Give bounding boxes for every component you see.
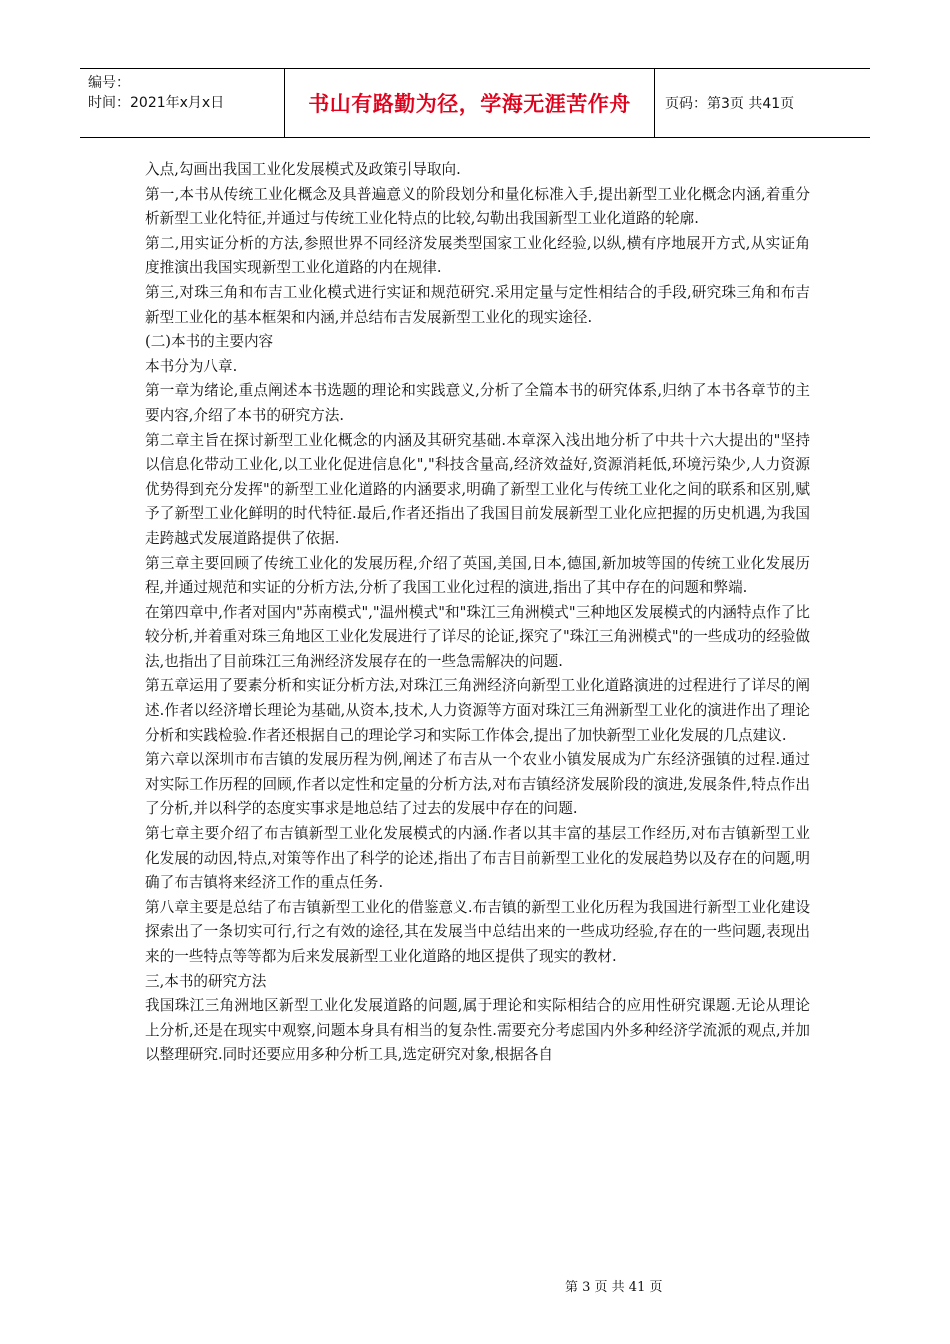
paragraph: 第二,用实证分析的方法,参照世界不同经济发展类型国家工业化经验,以纵,横有序地展开方式,从实证角度推演出我国实现新型工业化道路的内在规律. xyxy=(145,234,810,277)
section-heading: (二)本书的主要内容 xyxy=(145,333,274,351)
paragraph: 本书分为八章. xyxy=(145,357,238,375)
paragraph: 第二章主旨在探讨新型工业化概念的内涵及其研究基础.本章深入浅出地分析了中共十六大提出的"坚持以信息化带动工业化,以工业化促进信息化","科技含量高,经济效益好,资源消耗低,环境污染少,人力资源优势得到充分发挥"的新型工业化道路的内涵要求,明确了新型工业化与传统工业化之间的联系和区别,赋予了新型工业化鲜明的时代特征.最后,作者还指出了我国目前发展新型工业化应把握的历史机遇,为我国走跨越式发展道路提供了依据. xyxy=(145,431,810,547)
page-header xyxy=(80,68,870,138)
paragraph: 第七章主要介绍了布吉镇新型工业化发展模式的内涵.作者以其丰富的基层工作经历,对布吉镇新型工业化发展的动因,特点,对策等作出了科学的论述,指出了布吉目前新型工业化的发展趋势以及存在的问题,明确了布吉镇将来经济工作的重点任务. xyxy=(145,825,810,892)
paragraph: 在第四章中,作者对国内"苏南模式","温州模式"和"珠江三角洲模式"三种地区发展模式的内涵特点作了比较分析,并着重对珠三角地区工业化发展进行了详尽的论证,探究了"珠江三角洲模式"的一些成功的经验做法,也指出了目前珠江三角洲经济发展存在的一些急需解决的问题. xyxy=(145,603,810,670)
header-motto: 书山有路勤为径，学海无涯苦作舟 xyxy=(285,69,655,137)
paragraph: 第六章以深圳市布吉镇的发展历程为例,阐述了布吉从一个农业小镇发展成为广东经济强镇的过程.通过对实际工作历程的回顾,作者以定性和定量的分析方法,对布吉镇经济发展阶段的演进,发展条件,特点作出了分析,并以科学的态度实事求是地总结了过去的发展中存在的问题. xyxy=(145,751,810,818)
paragraph: 第一,本书从传统工业化概念及具普遍意义的阶段划分和量化标准入手,提出新型工业化概念内涵,着重分析新型工业化特征,并通过与传统工业化特点的比较,勾勒出我国新型工业化道路的轮廓. xyxy=(145,185,810,228)
page-footer: 第 3 页 共 41 页 xyxy=(565,1280,663,1295)
section-heading: 三,本书的研究方法 xyxy=(145,972,267,990)
document-number-label: 编号： xyxy=(88,75,130,91)
header-page-info: 页码：第3页 共41页 xyxy=(665,96,795,112)
paragraph: 第八章主要是总结了布吉镇新型工业化的借鉴意义.布吉镇的新型工业化历程为我国进行新型工业化建设探索出了一条切实可行,行之有效的途径,其在发展当中总结出来的一些成功经验,存在的一些问题,表现出来的一些特点等等都为后来发展新型工业化道路的地区提供了现实的教材. xyxy=(145,898,810,965)
paragraph: 入点,勾画出我国工业化发展模式及政策引导取向. xyxy=(145,161,461,178)
header-meta-cell xyxy=(80,69,285,137)
paragraph: 第一章为绪论,重点阐述本书选题的理论和实践意义,分析了全篇本书的研究体系,归纳了本书各章节的主要内容,介绍了本书的研究方法. xyxy=(145,382,810,424)
paragraph: 第五章运用了要素分析和实证分析方法,对珠江三角洲经济向新型工业化道路演进的过程进行了详尽的阐述.作者以经济增长理论为基础,从资本,技术,人力资源等方面对珠江三角洲新型工业化的演进作出了理论分析和实践检验.作者还根据自己的理论学习和实际工作体会,提出了加快新型工业化发展的几点建议. xyxy=(145,677,810,744)
document-time-label: 时间：2021年x月x日 xyxy=(88,95,225,111)
document-body xyxy=(145,158,810,1068)
paragraph: 我国珠江三角洲地区新型工业化发展道路的问题,属于理论和实际相结合的应用性研究课题.无论从理论上分析,还是在现实中观察,问题本身具有相当的复杂性.需要充分考虑国内外多种经济学流派的观点,并加以整理研究.同时还要应用多种分析工具,选定研究对象,根据各自 xyxy=(145,997,810,1064)
paragraph: 第三,对珠三角和布吉工业化模式进行实证和规范研究.采用定量与定性相结合的手段,研究珠三角和布吉新型工业化的基本框架和内涵,并总结布吉发展新型工业化的现实途径. xyxy=(145,283,810,326)
paragraph: 第三章主要回顾了传统工业化的发展历程,介绍了英国,美国,日本,德国,新加坡等国的传统工业化发展历程,并通过规范和实证的分析方法,分析了我国工业化过程的演进,指出了其中存在的问题和弊端. xyxy=(145,554,810,597)
